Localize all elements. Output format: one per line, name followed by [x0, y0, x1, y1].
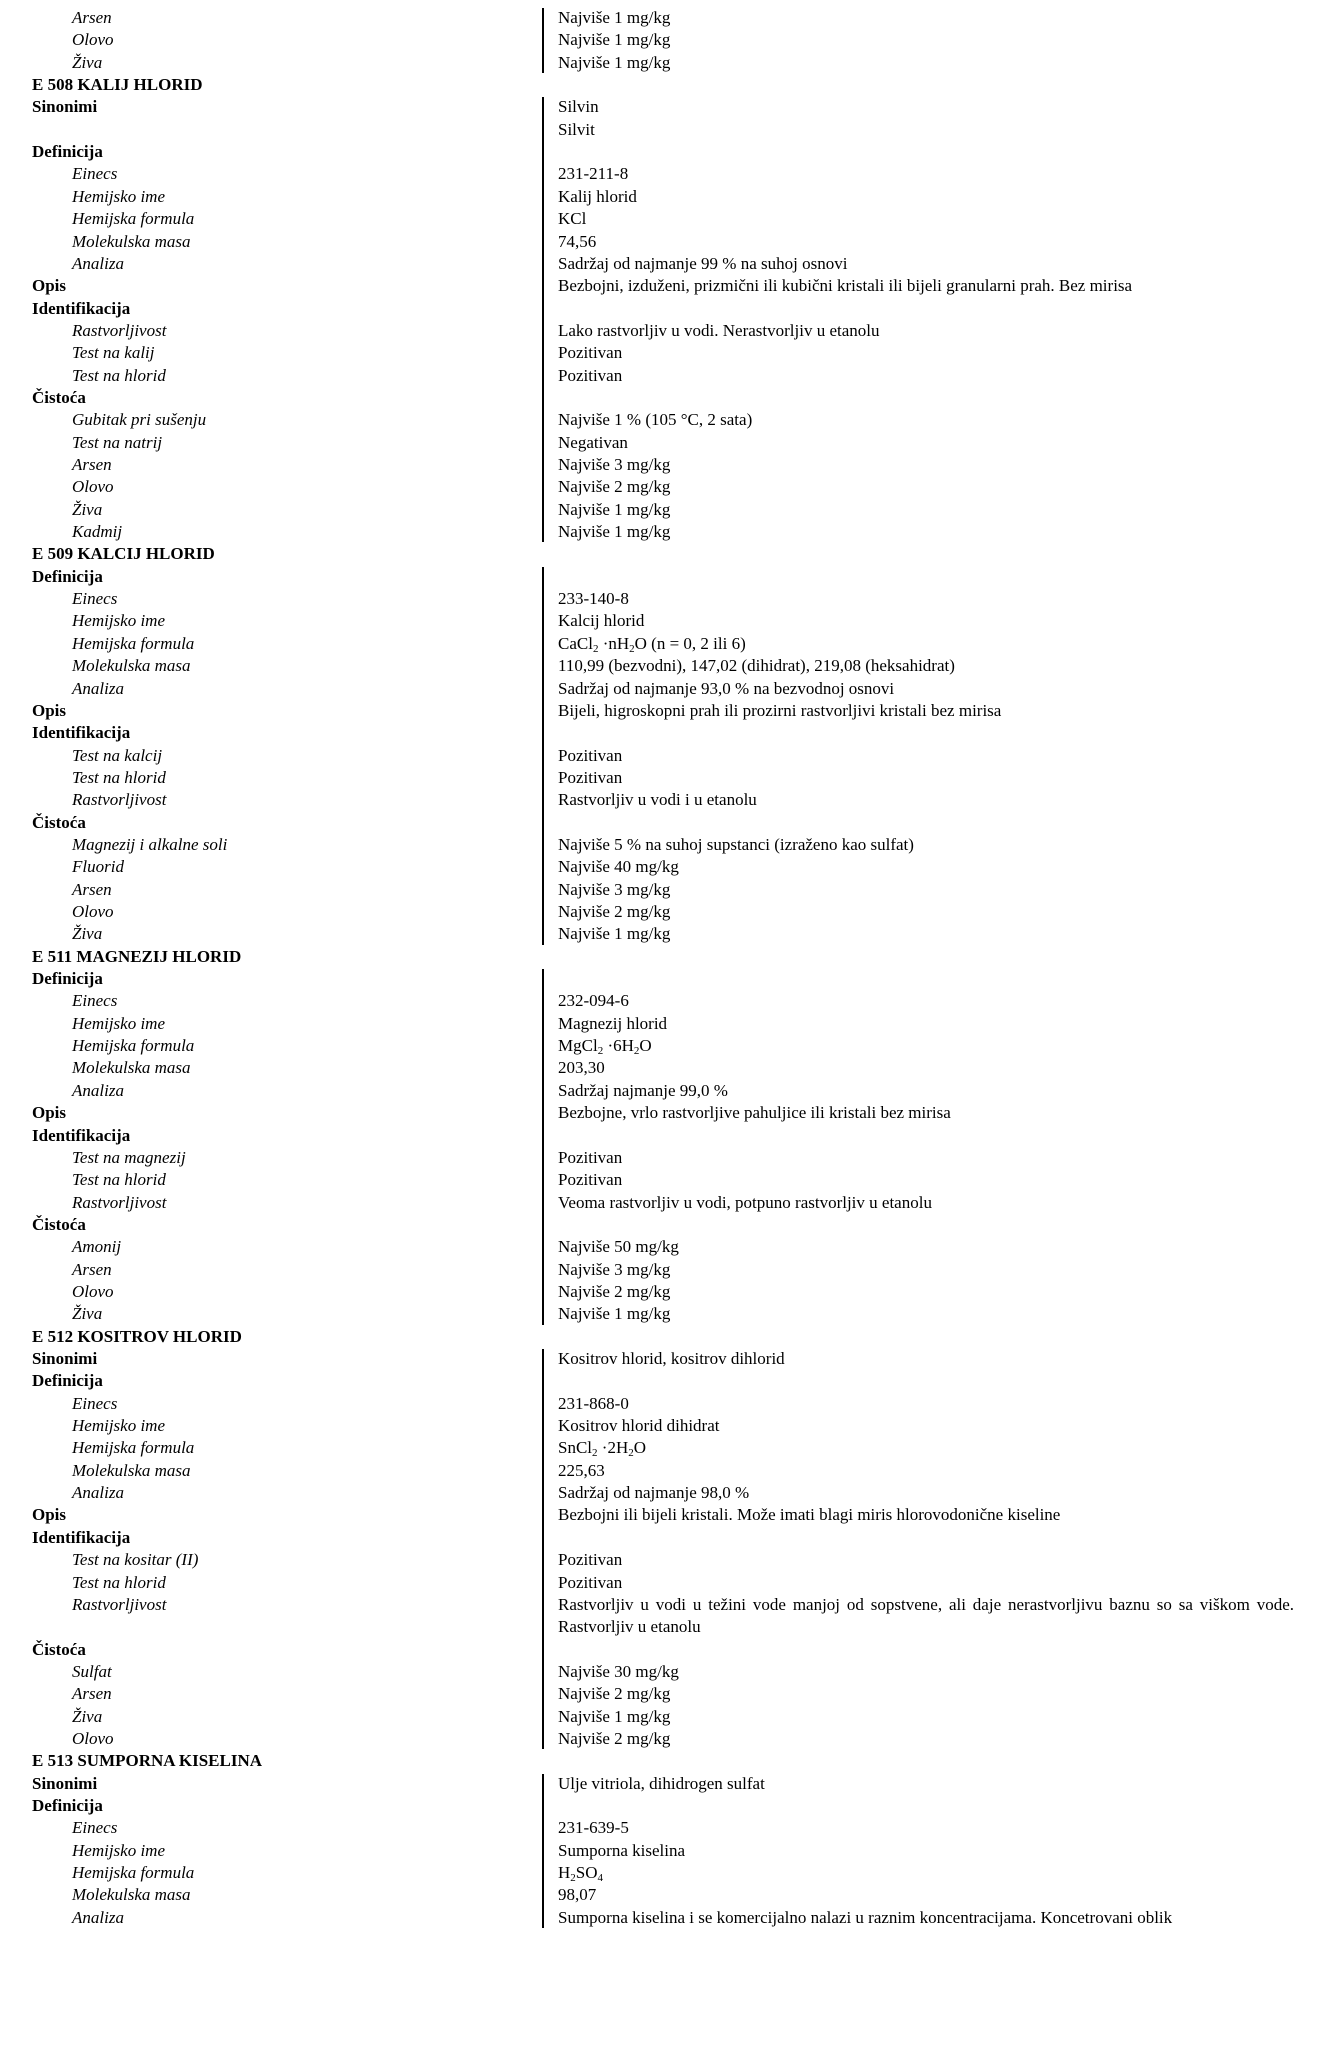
property-value: Najviše 1 mg/kg	[558, 8, 671, 27]
property-value: Kositrov hlorid, kositrov dihlorid	[558, 1349, 785, 1368]
property-label: Živa	[72, 1706, 103, 1726]
spec-row	[0, 141, 1340, 163]
spec-row	[0, 1639, 1340, 1661]
spec-row	[0, 1080, 1340, 1102]
property-value: 232-094-6	[558, 991, 629, 1011]
property-label: Test na kositar (II)	[72, 1550, 199, 1570]
property-value: Magnezij hlorid	[558, 1013, 668, 1033]
spec-row	[0, 521, 1340, 543]
property-value: 98,07	[558, 1885, 597, 1905]
property-value: SnCl$_2$ $\cdot 2H_2O$	[558, 1438, 647, 1460]
spec-row	[0, 990, 1340, 1012]
section-label: Opis	[32, 1103, 67, 1123]
property-value: 110,99 (bezvodni), 147,02 (dihidrat), 219,08 (heksahidrat)	[558, 656, 955, 676]
spec-row	[0, 678, 1340, 700]
section-label: Sinonimi	[32, 1773, 98, 1793]
spec-row	[0, 96, 1340, 118]
section-label: Identifikacija	[32, 1125, 131, 1145]
column-divider	[542, 969, 544, 1325]
section-title-row	[0, 946, 1340, 968]
spec-row	[0, 745, 1340, 767]
property-label: Magnezij i alkalne soli	[72, 834, 228, 854]
property-value: Najviše 30 mg/kg	[558, 1661, 679, 1681]
property-label: Olovo	[72, 30, 114, 50]
section-label: Definicija	[32, 142, 103, 162]
section-label: Identifikacija	[32, 1527, 131, 1547]
property-value: Sadržaj od najmanje 93,0 % na bezvodnoj osnovi	[558, 678, 895, 698]
property-value: CaCl$_2$ $\cdot nH_2O$ (n = 0, 2 ili 6)	[558, 633, 746, 655]
additive-title: E 508 KALIJ HLORID	[32, 75, 203, 95]
property-value: 231-211-8	[558, 164, 629, 184]
spec-row	[0, 1348, 1340, 1370]
spec-row	[0, 722, 1340, 744]
section-label: Čistoća	[32, 387, 86, 407]
column-divider	[542, 567, 544, 945]
property-value: 74,56	[558, 231, 597, 251]
property-value: Najviše 5 % na suhoj supstanci (izraženo kao sulfat)	[558, 834, 914, 854]
property-label: Arsen	[72, 879, 112, 899]
spec-row	[0, 1303, 1340, 1325]
property-label: Gubitak pri sušenju	[72, 410, 207, 430]
spec-row	[0, 789, 1340, 811]
property-label: Einecs	[72, 589, 118, 609]
property-value: Silvin	[558, 97, 599, 117]
section-label: Definicija	[32, 566, 103, 586]
property-value: Pozitivan	[558, 1147, 623, 1167]
section-title-row	[0, 74, 1340, 96]
property-label: Sulfat	[72, 1661, 112, 1681]
spec-row	[0, 1728, 1340, 1750]
property-value: Bezbojni, izduženi, prizmični ili kubični kristali ili bijeli granularni prah. Bez mirisa	[558, 276, 1133, 296]
spec-row	[0, 1661, 1340, 1683]
spec-row	[0, 1482, 1340, 1504]
spec-row	[0, 1415, 1340, 1437]
property-label: Živa	[72, 499, 103, 519]
property-value: Sadržaj od najmanje 99 % na suhoj osnovi	[558, 253, 848, 273]
property-value: Sadržaj najmanje 99,0 %	[558, 1080, 728, 1100]
property-label: Einecs	[72, 164, 118, 184]
property-value: 233-140-8	[558, 589, 629, 609]
additive-title: E 513 SUMPORNA KISELINA	[32, 1751, 263, 1771]
spec-row	[0, 812, 1340, 834]
spec-row	[0, 476, 1340, 498]
property-value: Najviše 3 mg/kg	[558, 879, 671, 899]
property-label: Test na hlorid	[72, 1572, 166, 1592]
property-label: Živa	[72, 52, 103, 72]
property-label: Test na natrij	[72, 432, 163, 452]
section-label: Sinonimi	[32, 1349, 98, 1368]
spec-row	[0, 1370, 1340, 1392]
spec-row	[0, 29, 1340, 51]
property-value: KCl	[558, 209, 587, 229]
property-label: Analiza	[72, 1483, 124, 1503]
spec-row	[0, 1125, 1340, 1147]
spec-row	[0, 1460, 1340, 1482]
property-label: Živa	[72, 1304, 103, 1324]
property-value: Pozitivan	[558, 1550, 623, 1570]
spec-row	[0, 432, 1340, 454]
property-value: Kalcij hlorid	[558, 611, 645, 631]
spec-row	[0, 1281, 1340, 1303]
property-value: Pozitivan	[558, 1572, 623, 1592]
spec-row	[0, 901, 1340, 923]
property-label: Einecs	[72, 1393, 118, 1413]
property-label: Hemijska formula	[72, 1036, 195, 1056]
property-value: Bezbojni ili bijeli kristali. Može imati blagi miris hlorovodonične kiseline	[558, 1505, 1061, 1525]
spec-row	[0, 923, 1340, 945]
property-label: Hemijsko ime	[72, 186, 166, 206]
property-label: Test na kalij	[72, 343, 155, 363]
property-label: Arsen	[72, 1684, 112, 1704]
spec-row	[0, 1236, 1340, 1258]
property-value: Negativan	[558, 432, 628, 452]
property-value: Pozitivan	[558, 1170, 623, 1190]
property-value: Kalij hlorid	[558, 186, 637, 206]
spec-row	[0, 1572, 1340, 1594]
property-label: Test na magnezij	[72, 1147, 186, 1167]
spec-row	[0, 700, 1340, 722]
property-label: Test na hlorid	[72, 365, 166, 385]
section-label: Sinonimi	[32, 97, 98, 117]
property-value: Veoma rastvorljiv u vodi, potpuno rastvorljiv u etanolu	[558, 1192, 932, 1212]
property-value: Kositrov hlorid dihidrat	[558, 1416, 720, 1436]
property-value: Pozitivan	[558, 767, 623, 787]
property-value: 203,30	[558, 1058, 605, 1078]
spec-row	[0, 208, 1340, 230]
spec-row	[0, 163, 1340, 185]
spec-row	[0, 1862, 1340, 1884]
spec-row	[0, 1259, 1340, 1281]
property-label: Arsen	[72, 1259, 112, 1279]
property-label: Hemijsko ime	[72, 1840, 166, 1860]
spec-row	[0, 320, 1340, 342]
spec-row	[0, 1683, 1340, 1705]
spec-row	[0, 1013, 1340, 1035]
spec-row	[0, 1907, 1340, 1929]
property-label: Analiza	[72, 1907, 124, 1927]
property-label: Molekulska masa	[72, 231, 191, 251]
property-label: Fluorid	[72, 857, 124, 877]
spec-row	[0, 1437, 1340, 1459]
additive-title: E 512 KOSITROV HLORID	[32, 1326, 242, 1346]
spec-row	[0, 633, 1340, 655]
spec-row	[0, 1817, 1340, 1839]
spec-row	[0, 1147, 1340, 1169]
property-label: Živa	[72, 924, 103, 944]
spec-row	[0, 834, 1340, 856]
property-value: Najviše 2 mg/kg	[558, 902, 671, 921]
column-divider	[542, 1774, 544, 1928]
section-title-row	[0, 1326, 1340, 1348]
property-label: Olovo	[72, 477, 114, 497]
property-label: Rastvorljivost	[72, 320, 167, 340]
property-value: $H_2SO_4$	[558, 1863, 604, 1885]
property-value: Rastvorljiv u vodi u težini vode manjoj od sopstvene, ali daje nerastvorljivu baznu so sa viškom vode. Rastvorljiv u etanolu	[558, 1594, 1294, 1636]
property-value: 225,63	[558, 1460, 605, 1480]
spec-row	[0, 186, 1340, 208]
property-label: Analiza	[72, 253, 124, 273]
spec-row	[0, 1527, 1340, 1549]
spec-row	[0, 454, 1340, 476]
spec-row	[0, 231, 1340, 253]
section-label: Čistoća	[32, 1214, 86, 1234]
spec-row	[0, 298, 1340, 320]
section-label: Opis	[32, 1505, 67, 1525]
property-value: Najviše 50 mg/kg	[558, 1237, 679, 1257]
section-label: Definicija	[32, 1371, 103, 1391]
property-value: Najviše 3 mg/kg	[558, 455, 671, 474]
spec-row	[0, 1795, 1340, 1817]
spec-row	[0, 1504, 1340, 1526]
property-value: Najviše 1 mg/kg	[558, 499, 671, 519]
property-label: Arsen	[72, 455, 112, 474]
property-value: Bijeli, higroskopni prah ili prozirni rastvorljivi kristali bez mirisa	[558, 700, 1002, 720]
additive-title: E 509 KALCIJ HLORID	[32, 544, 215, 564]
spec-row	[0, 1035, 1340, 1057]
spec-row	[0, 1393, 1340, 1415]
property-label: Einecs	[72, 1818, 118, 1838]
property-label: Kadmij	[72, 522, 123, 542]
spec-row	[0, 856, 1340, 878]
property-label: Rastvorljivost	[72, 790, 167, 810]
spec-row	[0, 610, 1340, 632]
section-label: Čistoća	[32, 812, 86, 832]
section-label: Opis	[32, 700, 67, 720]
property-label: Molekulska masa	[72, 1460, 191, 1480]
property-value: Pozitivan	[558, 343, 623, 363]
property-value: Najviše 1 mg/kg	[558, 52, 671, 72]
property-value: Pozitivan	[558, 745, 623, 765]
spec-row	[0, 409, 1340, 431]
column-divider	[542, 1349, 544, 1749]
spec-row	[0, 7, 1340, 29]
property-label: Molekulska masa	[72, 656, 191, 676]
property-value: Najviše 1 mg/kg	[558, 522, 671, 542]
spec-row	[0, 365, 1340, 387]
column-divider	[542, 97, 544, 542]
property-label: Hemijska formula	[72, 633, 195, 653]
property-label: Hemijsko ime	[72, 611, 166, 631]
property-label: Test na kalcij	[72, 745, 163, 765]
property-label: Hemijska formula	[72, 1863, 195, 1883]
property-label: Rastvorljivost	[72, 1192, 167, 1212]
property-label: Molekulska masa	[72, 1058, 191, 1078]
property-value: Najviše 40 mg/kg	[558, 857, 679, 877]
spec-row	[0, 1057, 1340, 1079]
column-divider	[542, 8, 544, 73]
property-label: Test na hlorid	[72, 1170, 166, 1190]
section-label: Čistoća	[32, 1639, 86, 1659]
property-label: Hemijska formula	[72, 209, 195, 229]
property-label: Amonij	[72, 1237, 122, 1257]
property-label: Test na hlorid	[72, 767, 166, 787]
property-value: Najviše 1 mg/kg	[558, 1706, 671, 1726]
property-value: Najviše 3 mg/kg	[558, 1259, 671, 1279]
spec-row	[0, 879, 1340, 901]
property-label: Einecs	[72, 991, 118, 1011]
property-label: Analiza	[72, 678, 124, 698]
spec-row	[0, 387, 1340, 409]
spec-row	[0, 588, 1340, 610]
property-label: Hemijsko ime	[72, 1416, 166, 1436]
property-value: Silvit	[558, 119, 595, 139]
spec-row	[0, 275, 1340, 297]
section-label: Opis	[32, 276, 67, 296]
property-label: Hemijska formula	[72, 1438, 195, 1458]
spec-row	[0, 342, 1340, 364]
property-value: Najviše 1 % (105 °C, 2 sata)	[558, 410, 753, 430]
property-value: Ulje vitriola, dihidrogen sulfat	[558, 1773, 765, 1793]
spec-row	[0, 52, 1340, 74]
property-value: MgCl$_2$ $\cdot 6H_2O$	[558, 1036, 652, 1058]
spec-row	[0, 1884, 1340, 1906]
property-value: Najviše 2 mg/kg	[558, 477, 671, 497]
section-label: Definicija	[32, 969, 103, 989]
property-value: 231-868-0	[558, 1393, 629, 1413]
spec-row	[0, 1773, 1340, 1795]
section-label: Definicija	[32, 1796, 103, 1815]
spec-row	[0, 1549, 1340, 1571]
spec-row	[0, 499, 1340, 521]
property-value: Najviše 2 mg/kg	[558, 1728, 671, 1748]
property-label: Molekulska masa	[72, 1885, 191, 1905]
property-label: Olovo	[72, 902, 114, 921]
spec-row	[0, 1706, 1340, 1728]
spec-row	[0, 968, 1340, 990]
spec-row	[0, 253, 1340, 275]
property-label: Olovo	[72, 1281, 114, 1301]
spec-row	[0, 1840, 1340, 1862]
property-value: Sumporna kiselina	[558, 1840, 686, 1860]
additive-title: E 511 MAGNEZIJ HLORID	[32, 946, 242, 966]
property-label: Olovo	[72, 1728, 114, 1748]
section-label: Identifikacija	[32, 723, 131, 743]
property-value: Lako rastvorljiv u vodi. Nerastvorljiv u etanolu	[558, 320, 880, 340]
property-value: Sumporna kiselina i se komercijalno nalazi u raznim koncentracijama. Koncetrovani oblik	[558, 1907, 1173, 1927]
property-label: Arsen	[72, 8, 112, 27]
property-value: Najviše 1 mg/kg	[558, 1304, 671, 1324]
property-value: Pozitivan	[558, 365, 623, 385]
property-value: Rastvorljiv u vodi i u etanolu	[558, 790, 757, 810]
section-title-row	[0, 543, 1340, 565]
property-value: Najviše 2 mg/kg	[558, 1281, 671, 1301]
section-label: Identifikacija	[32, 298, 131, 318]
spec-row	[0, 1214, 1340, 1236]
spec-row	[0, 119, 1340, 141]
property-label: Rastvorljivost	[72, 1594, 167, 1614]
spec-row	[0, 655, 1340, 677]
property-value: Najviše 1 mg/kg	[558, 924, 671, 944]
spec-row	[0, 767, 1340, 789]
section-title-row	[0, 1750, 1340, 1772]
property-value: Sadržaj od najmanje 98,0 %	[558, 1483, 750, 1503]
spec-row	[0, 1102, 1340, 1124]
property-label: Hemijsko ime	[72, 1013, 166, 1033]
property-value: Bezbojne, vrlo rastvorljive pahuljice ili kristali bez mirisa	[558, 1103, 951, 1123]
spec-row	[0, 566, 1340, 588]
spec-row	[0, 1192, 1340, 1214]
spec-row	[0, 1169, 1340, 1191]
property-value: Najviše 1 mg/kg	[558, 30, 671, 50]
property-value: Najviše 2 mg/kg	[558, 1684, 671, 1704]
spec-row	[0, 1594, 1340, 1638]
property-value: 231-639-5	[558, 1818, 629, 1838]
property-label: Analiza	[72, 1080, 124, 1100]
